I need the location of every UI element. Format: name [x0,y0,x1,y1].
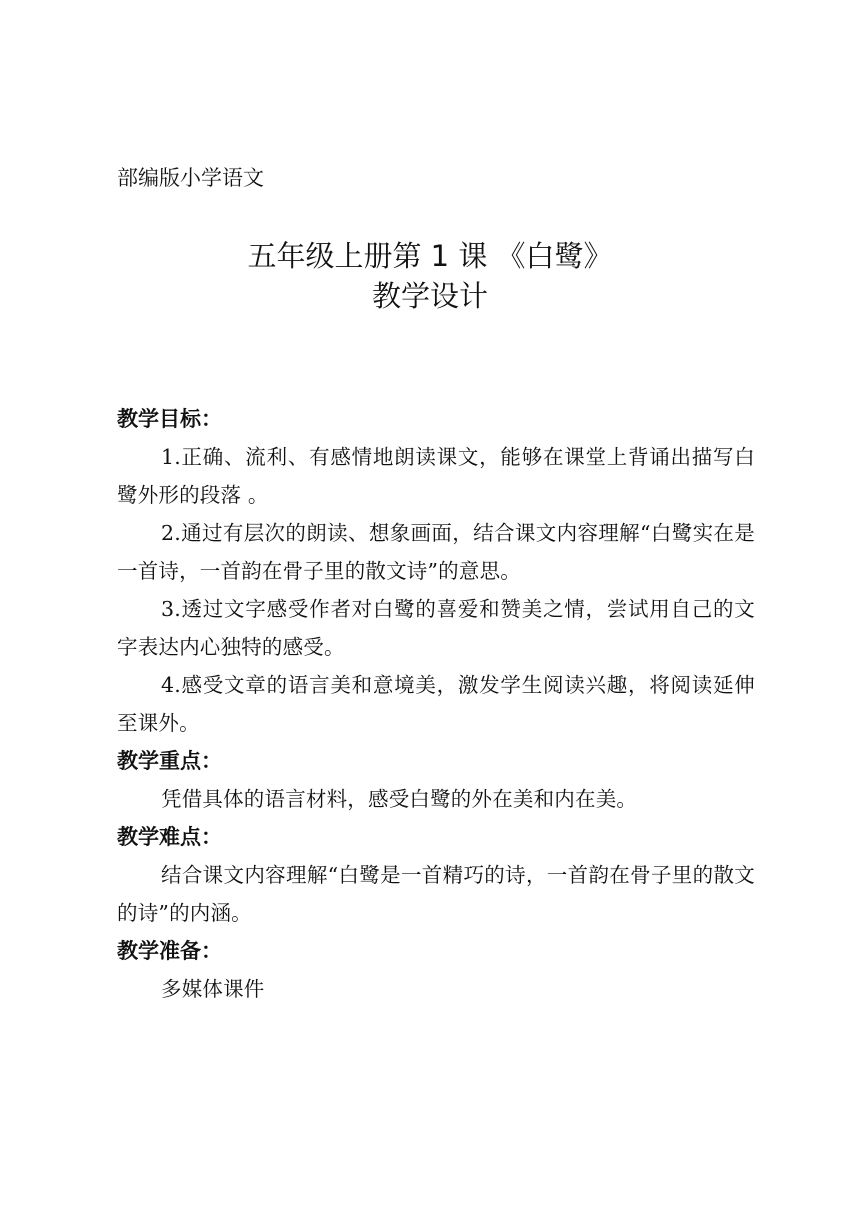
objective-item-3: 3.透过文字感受作者对白鹭的喜爱和赞美之情，尝试用自己的文字表达内心独特的感受。 [117,597,755,659]
section-difficulties [117,818,755,932]
difficulties-text: 结合课文内容理解“白鹭是一首精巧的诗，一首韵在骨子里的散文的诗”的内涵。 [117,863,755,925]
preparation-text: 多媒体课件 [161,977,265,1001]
section-key-points [117,742,755,818]
section-objectives [117,400,755,742]
lesson-title: 五年级上册第 1 课 《白鹭》 [247,239,613,273]
series-label: 部编版小学语文 [117,166,264,190]
section-heading-preparation: 教学准备： [117,939,222,963]
lesson-subtitle: 教学设计 [371,279,488,313]
section-heading-difficulties: 教学难点： [117,825,222,849]
key-points-text: 凭借具体的语言材料，感受白鹭的外在美和内在美。 [161,787,638,811]
section-heading-key-points: 教学重点： [117,749,222,773]
objective-item-2: 2.通过有层次的朗读、想象画面，结合课文内容理解“白鹭实在是一首诗，一首韵在骨子里的散文诗”的意思。 [117,521,755,583]
document-body [117,400,755,1008]
objective-item-1: 1.正确、流利、有感情地朗读课文，能够在课堂上背诵出描写白鹭外形的段落 。 [117,445,755,507]
objective-item-4: 4.感受文章的语言美和意境美，激发学生阅读兴趣，将阅读延伸至课外。 [117,673,755,735]
section-preparation [117,932,755,1008]
section-heading-objectives: 教学目标： [117,407,222,431]
